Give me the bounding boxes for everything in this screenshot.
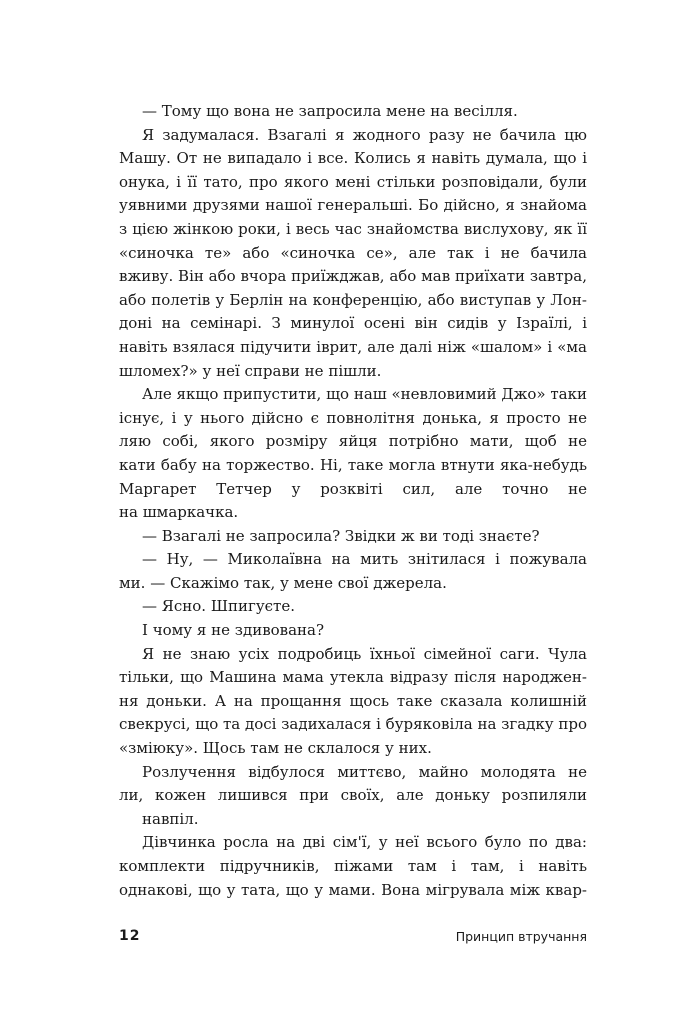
text-line: ли, кожен лишився при своїх, але доньку розпиляли xyxy=(119,786,587,805)
text-line: вживу. Він або вчора приїжджав, або мав приїхати завтра, xyxy=(119,267,587,286)
text-line: Дівчинка росла на дві сім'ї, у неї всього було по два: xyxy=(142,833,587,852)
text-line: — Ясно. Шпигуєте. xyxy=(142,597,295,616)
text-line: на шмаркачка. xyxy=(119,503,239,522)
text-line: онука, і її тато, про якого мені стільки розповідали, були xyxy=(119,172,587,191)
running-title: Принцип втручання xyxy=(455,929,587,944)
text-line: тільки, що Машина мама утекла відразу після народжен- xyxy=(119,668,587,687)
text-line: Я не знаю усіх подробиць їхньої сімейної саги. Чула xyxy=(142,644,587,663)
page-footer xyxy=(119,928,587,948)
text-line: шломех?» у неї справи не пішли. xyxy=(119,361,382,380)
text-line: «синочка те» або «синочка се», але так і не бачила xyxy=(119,243,587,262)
text-line: — Тому що вона не запросила мене на весілля. xyxy=(142,102,518,120)
text-line: уявними друзями нашої генеральші. Бо дійсно, я знайома xyxy=(119,196,587,215)
text-line: «зміюку». Щось там не склалося у них. xyxy=(119,739,432,758)
text-line: І чому я не здивована? xyxy=(142,621,325,640)
text-line: однакові, що у тата, що у мами. Вона мігрувала між квар- xyxy=(119,880,587,899)
text-line: комплекти підручників, піжами там і там, і навіть xyxy=(119,857,587,875)
body-text xyxy=(119,100,587,902)
text-line: існує, і у нього дійсно є повнолітня донька, я просто не xyxy=(119,408,587,427)
text-line: ми. — Скажімо так, у мене свої джерела. xyxy=(119,573,447,592)
text-line: Розлучення відбулося миттєво, майно молодята не xyxy=(142,762,587,781)
text-line: ляю собі, якого розміру яйця потрібно мати, щоб не xyxy=(119,432,587,451)
text-line: доні на семінарі. З минулої осені він сидів у Ізраїлі, і xyxy=(119,314,587,333)
text-line: Я задумалася. Взагалі я жодного разу не бачила цю xyxy=(142,125,587,144)
text-line: свекрусі, що та досі задихалася і буряковіла на згадку про xyxy=(119,715,587,734)
text-line: навпіл. xyxy=(142,809,199,828)
text-line: Але якщо припустити, що наш «невловимий Джо» таки xyxy=(142,385,587,404)
text-line: Машу. От не випадало і все. Колись я навіть думала, що і xyxy=(119,149,587,168)
text-line: або полетів у Берлін на конференцію, або виступав у Лон- xyxy=(119,290,587,309)
text-line: Маргарет Тетчер у розквіті сил, але точно не xyxy=(119,479,587,498)
text-line: — Ну, — Миколаївна на мить знітилася і пожувала xyxy=(142,550,587,569)
text-line: — Взагалі не запросила? Звідки ж ви тоді знаєте? xyxy=(142,526,540,545)
text-line: навіть взялася підучити іврит, але далі ніж «шалом» і «ма xyxy=(119,337,587,356)
page-number: 12 xyxy=(119,928,141,944)
text-line: ня доньки. А на прощання щось таке сказала колишній xyxy=(119,691,587,710)
text-line: з цією жінкою роки, і весь час знайомства вислухову, як її xyxy=(119,219,587,238)
text-line: кати бабу на торжество. Ні, таке могла втнути яка-небудь xyxy=(119,455,587,474)
